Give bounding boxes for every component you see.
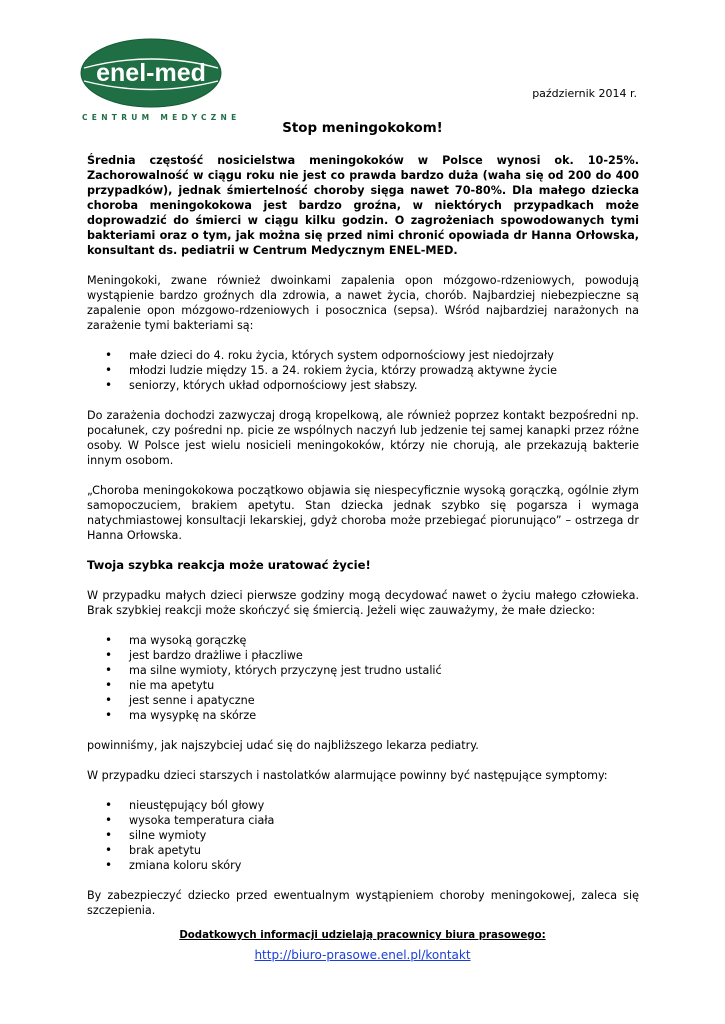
document-body [87, 153, 639, 918]
paragraph-7: By zabezpieczyć dziecko przed ewentualnym wystąpieniem choroby meningokowej, zaleca się szczepienia. [87, 889, 639, 917]
list-item: • nie ma apetytu [87, 678, 639, 693]
list-item: • małe dzieci do 4. roku życia, których system odpornościowy jest niedojrzały [87, 348, 639, 363]
list-item: • jest bardzo drażliwe i płaczliwe [87, 648, 639, 663]
press-office-label: Dodatkowych informacji udzielają pracownicy biura prasowego: [179, 930, 546, 941]
paragraph-3: „Choroba meningokokowa początkowo objawia się niespecyficznie wysoką gorączką, ogólnie złym samopoczuciem, brakiem apetytu. Stan dziecka jednak szybko się pogarsza i wymaga natychmiastowej konsultacji lekarskiej, gdyż choroba może przebiegać piorunująco” – ostrzega dr Hanna Orłowska. [87, 484, 639, 542]
paragraph-5: powinniśmy, jak najszybciej udać się do najbliższego lekarza pediatry. [87, 739, 479, 752]
press-office-contact-link[interactable]: http://biuro-prasowe.enel.pl/kontakt [254, 948, 471, 962]
section-heading: Twoja szybka reakcja może uratować życie! [87, 558, 371, 572]
list-item: • ma wysypkę na skórze [87, 708, 639, 723]
risk-groups-list [87, 348, 639, 393]
list-item: • ma wysoką gorączkę [87, 633, 639, 648]
list-item: • zmiana koloru skóry [87, 858, 639, 873]
list-item: • brak apetytu [87, 843, 639, 858]
list-item: • jest senne i apatyczne [87, 693, 639, 708]
paragraph-1: Meningokoki, zwane również dwoinkami zapalenia opon mózgowo-rdzeniowych, powodują wystąpienie bardzo groźnych dla zdrowia, a nawet życia, chorób. Najbardziej niebezpieczne są zapalenie opon mózgowo-rdzeniowych i posocznica (sepsa). Wśród najbardziej narażonych na zarażenie tymi bakteriami są: [87, 274, 639, 332]
paragraph-4: W przypadku małych dzieci pierwsze godziny mogą decydować nawet o życiu małego człowieka. Brak szybkiej reakcji może skończyć się śmiercią. Jeżeli więc zauważymy, że małe dziecko: [87, 589, 639, 617]
logo-subtitle: CENTRUM MEDYCZNE [82, 113, 241, 122]
document-date: październik 2014 r. [532, 87, 637, 100]
paragraph-6: W przypadku dzieci starszych i nastolatków alarmujące powinny być następujące symptomy: [87, 769, 608, 782]
list-item: • silne wymioty [87, 828, 639, 843]
lead-paragraph: Średnia częstość nosicielstwa meningokoków w Polsce wynosi ok. 10-25%. Zachorowalność w ciągu roku nie jest co prawda bardzo duża (waha się od 200 do 400 przypadków), jednak śmiertelność choroby sięga nawet 70-80%. Dla małego dziecka choroba meningokokowa jest bardzo groźna, w niektórych przypadkach może doprowadzić do śmierci w ciągu kilku godzin. O zagrożeniach spowodowanych tymi bakteriami oraz o tym, jak można się przed nimi chronić opowiada dr Hanna Orłowska, konsultant ds. pediatrii w Centrum Medycznym ENEL-MED. [87, 154, 639, 257]
logo-brand-text: enel-med [96, 59, 206, 87]
list-item: • nieustępujący ból głowy [87, 798, 639, 813]
document-title: Stop meningokokom! [282, 121, 443, 136]
list-item: • seniorzy, których układ odpornościowy jest słabszy. [87, 378, 639, 393]
list-item: • młodzi ludzie między 15. a 24. rokiem życia, którzy prowadzą aktywne życie [87, 363, 639, 378]
list-item: • ma silne wymioty, których przyczynę jest trudno ustalić [87, 663, 639, 678]
enel-med-logo [80, 38, 222, 108]
paragraph-2: Do zarażenia dochodzi zazwyczaj drogą kropelkową, ale również poprzez kontakt bezpośredni np. pocałunek, czy pośredni np. picie ze wspólnych naczyń lub jedzenie tej samej kanapki przez różne osoby. W Polsce jest wielu nosicieli meningokoków, którzy nie chorują, ale przekazują bakterie innym osobom. [87, 409, 639, 467]
older-child-symptoms-list [87, 798, 639, 873]
list-item: • wysoka temperatura ciała [87, 813, 639, 828]
young-child-symptoms-list [87, 633, 639, 723]
